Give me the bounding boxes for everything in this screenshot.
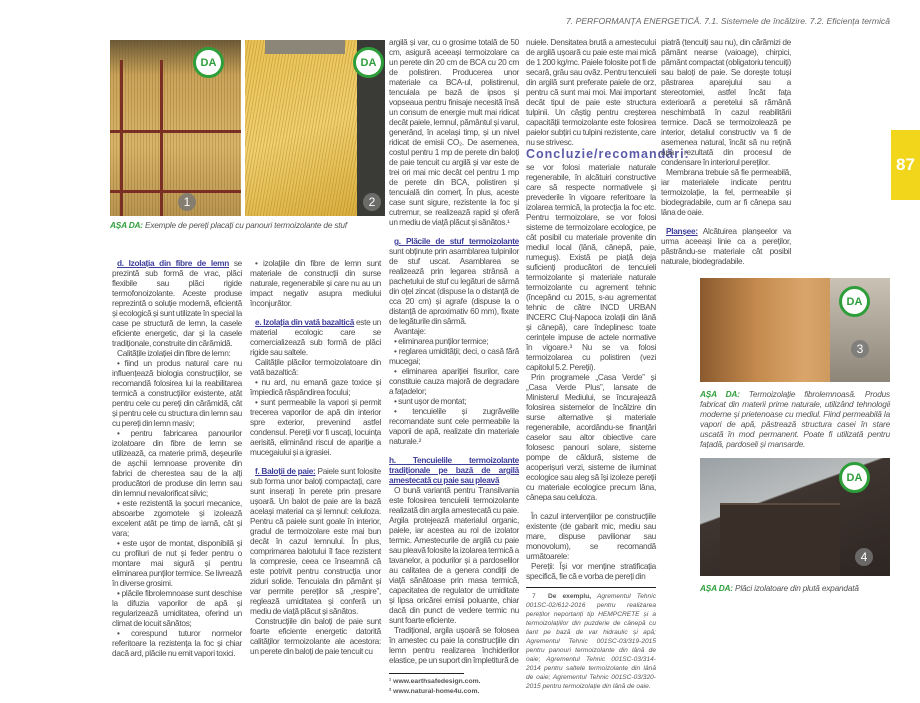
paragraph <box>250 258 381 308</box>
paragraph-text: • tencuielile și zugrăvelile recomandate sunt cele permeabile la vaporii de apă, realizate din materiale naturale.² <box>389 406 519 446</box>
subsection-heading: h. Tencuielile termoizolante tradiționale pe bază de argilă amestecată cu paie sau pleavă <box>389 455 519 485</box>
paragraph-text: Prin programele „Casa Verde” și „Casa Verde Plus”, lansate de Ministerul Mediului, se încurajează folosirea sistemelor de încălzire din surse alternative și materiale regenerabile, acordându-se finanțări caselor sau altor obiective care folosesc panouri solare, sisteme pompe de căldură, sisteme de acoperișuri verzi, sisteme de iluminat ecologice sau aleg să își izoleze pereții cu materiale ecologice precum lâna, cânepa sau celuloza. <box>526 372 656 502</box>
paragraph <box>112 538 242 588</box>
footnote-7 <box>526 587 656 691</box>
image-number: 2 <box>363 193 381 211</box>
paragraph <box>250 317 381 357</box>
image-number: 1 <box>178 193 196 211</box>
paragraph <box>112 358 242 428</box>
paragraph <box>112 588 242 628</box>
footnote-text: Agrementul Tehnic 001SC-02/612-2016 pentru realizarea pereților neportanți tip HEMPCRETE și a termoizolațiilor din puzderie de cânepă cu liant pe bază de var hidraulic și apă; Agrementul Tehnic 001SC-03/319-2015 pentru panouri termoizolante din lână de oaie; Agrementul Tehnic 001SC-03/314-2014 pentru saltele termoizolante din lână de oaie; Agrementul Tehnic 001SC-03/320-2015 pentru termoizolație din lână de oaie. <box>526 593 656 690</box>
paragraph <box>389 37 519 227</box>
page-number-tab <box>891 130 920 200</box>
paragraph-text: • fiind un produs natural care nu influențează biologia construcțiilor, se recomandă folosirea lui la reabilitarea termică a construcțiilor existente, atât pentru cele cu pereți din cărămidă, cât și pentru cele cu structura din lemn sau cu pereți din lemn masiv; <box>112 358 242 428</box>
paragraph-text: • este rezistentă la șocuri mecanice, absoarbe zgomotele și izolează excelent atât pe timp de iarnă, cât și vara; <box>112 498 242 538</box>
paragraph <box>389 396 519 406</box>
paragraph <box>250 616 381 656</box>
paragraph-text: este un material ecologic care se comercializează sub formă de plăci rigide sau saltele. <box>250 317 382 357</box>
photo-reed-panel <box>245 40 385 216</box>
paragraph-text: • eliminarea apariției fisurilor, care constituie cauza majoră de degradare a fațadelor; <box>389 366 519 396</box>
paragraph-text: argilă și var, cu o grosime totală de 50 cm, asigură aceeași termoizolare ca un perete din 20 cm de BCA cu 20 cm de polistiren. Producerea unor materiale ca BCA-ul, polistirenul, tencuiala pe bază de ipsos și vopseaua pentru finisaje necesită însă un consum de energie mult mai ridicat decât paiele, lemnul, pământul și varul, generând, în același timp, și un nivel ridicat de emisii CO₂. De asemenea, costul pentru 1 mp de perete din baloți de paie tencuit cu argilă și var este de trei ori mai mic decât cel pentru 1 mp de perete din BCA, polistiren și tencuială din comerț. În plus, aceste case sunt sigure, rezistente la foc și cutremur, se realizează rapid și oferă un mediu de viață plăcut și sănătos.¹ <box>389 37 519 227</box>
paragraph-text: Calitățile izolației din fibre de lemn: <box>117 348 231 358</box>
paragraph <box>389 236 519 326</box>
subsection-heading: d. Izolația din fibre de lemn <box>117 258 229 268</box>
paragraph <box>526 162 656 372</box>
paragraph <box>661 167 791 217</box>
paragraph <box>112 428 242 498</box>
paragraph-text: O bună variantă pentru Transilvania este folosirea tencuielii termoizolante realizată din argila amestecată cu paie. Argila protejează materialul organic, paiele, iar acestea au rol de izolator termic. Amestecurile de argilă cu paie sau pleavă folosite la izolarea termică a tavanelor, a podurilor și a pardoselilor au calitatea de a genera condiții de viață sănătoase prin masa termică, capacitatea de regulator de umiditate și lipsa oricărei emisii poluante, chiar dacă din punct de vedere termic nu sunt foarte eficiente. <box>389 485 519 625</box>
footnote-1: ¹ www.earthsafedesign.com. <box>389 678 481 685</box>
caption-reed-panels <box>110 220 385 230</box>
paragraph-text: piatră (tencuiți sau nu), din cărămizi de pământ nearse (vaioage), chirpici, pământ compactat (obligatoriu tencuiți) sau baloți de paie. Se dorește totuși păstrarea aparejului sau a stereotomiei, astfel încât fața exterioară a peretelui să rămână neschimbată în cazul reabilitării termice. Dacă se termoizolează pe interior, detaliul constructiv va fi de asemenea natural, încât să nu rețină apa rezultată din procesul de condensare în interiorul pereților. <box>661 37 791 167</box>
photo-fibreboard <box>700 278 890 382</box>
right-image-stack <box>700 278 890 593</box>
text-column-3 <box>389 37 519 697</box>
footnote-lead: De exemplu, <box>547 593 592 600</box>
paragraph-text: sunt obținute prin asamblarea tulpinilor de stuf uscat. Asamblarea se realizează prin legarea strânsă a pachetului de stuf cu legături de sârmă din oțel zincat (dispuse la o distanță de cca 20 cm) și agrafe (dispuse la o distanță de aproximativ 60 mm), fixate de legăturile din sârmă. <box>389 246 519 326</box>
paragraph <box>112 498 242 538</box>
paragraph <box>526 511 656 561</box>
text-column-1 <box>112 258 242 658</box>
caption-label: AȘA DA: <box>700 583 733 593</box>
caption-label: AȘA DA: <box>700 389 740 399</box>
paragraph <box>112 628 242 658</box>
paragraph-text: • reglarea umidității; deci, o casă fără mucegai; <box>389 346 519 366</box>
paragraph-text: Alcătuirea planșeelor va urma aceeași linie ca a pereților, păstrându-se materiale cât posibil naturale, biodegradabile. <box>661 226 791 266</box>
paragraph <box>526 372 656 502</box>
photo-cork-boards <box>700 458 890 576</box>
da-badge: DA <box>353 47 384 78</box>
image-number: 4 <box>855 548 873 566</box>
paragraph-text: • plăcile fibrolemnoase sunt deschise la difuzia vaporilor de apă și regularizează umiditatea, oferind un climat de locuit sănătos; <box>112 588 242 628</box>
image-number: 3 <box>851 340 869 358</box>
paragraph <box>389 346 519 366</box>
subsection-heading: Planșee: <box>666 226 698 236</box>
paragraph <box>112 258 242 348</box>
da-badge: DA <box>839 462 870 493</box>
right-column <box>661 37 890 602</box>
paragraph-text: • pentru fabricarea panourilor izolatoare din fibre de lemn se utilizează, ca materie primă, deșeurile de așchii lemnoase provenite din fabrici de cherestea sau de la alți producători de produse din lemn sau din lemnul nevalorificat silvic; <box>112 428 242 498</box>
caption-text: Exemple de pereți placați cu panouri termoizolante de stuf <box>142 220 347 230</box>
paragraph-text: se prezintă sub formă de vrac, plăci flexibile sau plăci rigide termofonoizolante. Aceste produse reprezintă o soluție modernă, eficientă și ecologică și sunt utilizate în special la case pe structură de lemn, la casele eficiente energetic, dar și la casele tradiționale, construite din cărămidă. <box>112 258 242 348</box>
paragraph <box>389 485 519 625</box>
paragraph-text: • este ușor de montat, disponibilă și cu profiluri de nut și feder pentru o montare mai sigură și pentru eliminarea punților termice. Se livrează în diverse grosimi. <box>112 538 242 588</box>
paragraph <box>250 466 381 616</box>
paragraph <box>389 336 519 346</box>
paragraph-text: Membrana trebuie să fie permeabilă, iar materialele indicate pentru termoizolație, la fel, permeabile și biodegradabile, cum ar fi cânepa sau lâna de oaie. <box>661 167 791 217</box>
caption-cork-boards <box>700 583 890 593</box>
paragraph <box>250 397 381 457</box>
page-number: 87 <box>896 155 915 174</box>
paragraph-text: • sunt permeabile la vapori și permit trecerea vaporilor de apă din interior spre exterior, prevenind astfel condensul. Pereții vor fi uscați, locuința aerisită, eliminând riscul de apariție a mucegaiului și a igrasiei. <box>250 397 381 457</box>
paragraph-text: se vor folosi materiale naturale regenerabile, în alcătuiri constructive care să respecte normativele și prevederile în vigoare referitoare la izolarea termică, la protecția la foc etc. Pentru termoizolare, se vor folosi sisteme de termoizolare ecologice, pe cât posibil cu materiale provenite din mediul local (lână, cânepă, paie, rumeguș). Există pe piață deja suficienți producători de tencuieli termoizolante și materiale naturale termoizolante cu agrement tehnic (începând cu 2015, s-au agrementat tehnic de către INCD URBAN INCERC Cluj-Napoca izolații din lână și cânepă), care îndeplinesc toate cerințele impuse de actele normative în vigoare.³ Nu se va folosi termoizolarea cu polistiren (vezi capitolul 5.2. Pereții). <box>526 162 656 372</box>
paragraph <box>112 348 242 358</box>
paragraph-text: • izolațiile din fibre de lemn sunt materiale de construcții din surse naturale, regenerabile și care nu au un impact negativ asupra mediului înconjurător. <box>250 258 381 308</box>
subsection-heading: e. Izolația din vată bazaltică <box>255 317 355 327</box>
paragraph-text: • nu ard, nu emană gaze toxice și împiedică răspândirea focului; <box>250 377 381 397</box>
paragraph <box>389 366 519 396</box>
paragraph <box>661 37 791 167</box>
footnote-2: ² www.natural-home4u.com. <box>389 688 480 695</box>
paragraph-text: Paiele sunt folosite sub forma unor baloți compactați, care sunt inserați în perete prin presare ușoară. Un balot de paie are la bază același material ca și lemnul: celuloza. Pentru că paiele sunt goale în interior, gradul de termoizolare este mai bun decât în cazul lemnului. În plus, comprimarea balotului îl face rezistent la compresie, ceea ce înseamnă că este potrivit pentru construcția unor ziduri solide. Tencuiala din pământ și var permite pereților să „respire”, reglează umiditatea și conferă un mediu de viață plăcut și sănătos. <box>250 466 381 616</box>
paragraph <box>526 561 656 581</box>
paragraph-text: • eliminarea punților termice; <box>394 336 489 346</box>
paragraph <box>389 326 519 336</box>
paragraph-text: • sunt ușor de montat; <box>394 396 467 406</box>
text-column-5 <box>661 37 791 266</box>
subsection-heading: f. Baloții de paie: <box>255 466 316 476</box>
running-header: 7. PERFORMANȚA ENERGETICĂ. 7.1. Sistemele de încălzire. 7.2. Eficiența termică <box>566 16 890 26</box>
da-badge: DA <box>839 286 870 317</box>
paragraph-text: Calitățile plăcilor termoizolatoare din vată bazaltică: <box>250 357 381 377</box>
paragraph <box>389 455 519 485</box>
caption-fibreboard <box>700 389 890 449</box>
section-heading: Concluzie/recomandări: <box>526 147 690 161</box>
paragraph <box>389 406 519 446</box>
footnote-number: 7 <box>532 593 536 600</box>
paragraph-text: Avantaje: <box>394 326 426 336</box>
paragraph <box>250 357 381 377</box>
text-column-2 <box>250 258 381 656</box>
subsection-heading: g. Plăcile de stuf termoizolante <box>394 236 519 246</box>
paragraph-text: În cazul intervențiilor pe construcțiile existente (de gabarit mic, mediu sau mare, dispuse pavilionar sau monovolum), se recomandă următoarele: <box>526 511 656 561</box>
paragraph <box>250 377 381 397</box>
caption-text: Plăci izolatoare din plută expandată <box>732 583 859 593</box>
paragraph-text: Tradițional, argila ușoară se folosea în amestec cu paie la construcțiile din lemn pentru realizarea închiderilor elastice, pe un suport din împletitură de <box>389 625 519 665</box>
footnotes-column-3 <box>389 673 481 697</box>
photo-reed-wall-scaffold <box>110 40 241 216</box>
da-badge: DA <box>193 47 224 78</box>
paragraph-text: nuiele. Densitatea brută a amestecului de argilă ușoară cu paie este mai mică de 1 200 kg/mc. Paiele folosite pot fi de secară, grâu sau ovăz. Pentru tencuieli din argilă sunt preferate paiele de orz, pentru că sunt mai moi. Mai important decât tipul de paie este structura tulpinii. Un câștig pentru creșterea capacității termoizolante este folosirea paielor subțiri cu tulpini rezistente, care nu se strivesc. <box>526 37 656 147</box>
paragraph-text: Pereții: Își vor menține stratificația specifică, fie că e vorba de pereți din <box>526 561 656 581</box>
paragraph <box>526 37 656 147</box>
paragraph <box>389 625 519 665</box>
paragraph-text: Construcțiile din baloți de paie sunt foarte eficiente energetic datorită calităților termoizolante ale acestora: un perete din baloți de paie tencuit cu <box>250 616 381 656</box>
paragraph-text: • corespund tuturor normelor referitoare la rezistența la foc și chiar dacă ard, plăcile nu emit vapori toxici. <box>112 628 242 658</box>
paragraph <box>661 226 791 266</box>
caption-label: AȘA DA: <box>110 220 143 230</box>
caption-text: Termoizolație fibrolemnoasă. Produs fabricat din materii prime naturale, utilizând tehnologii moderne și prietenoase cu mediul. Fiind permeabilă la vapori de apă, păstrează structura casei în stare uscată în mod permanent. Poate fi utilizată pentru fațadă, pardoseli și mansarde. <box>700 389 890 449</box>
